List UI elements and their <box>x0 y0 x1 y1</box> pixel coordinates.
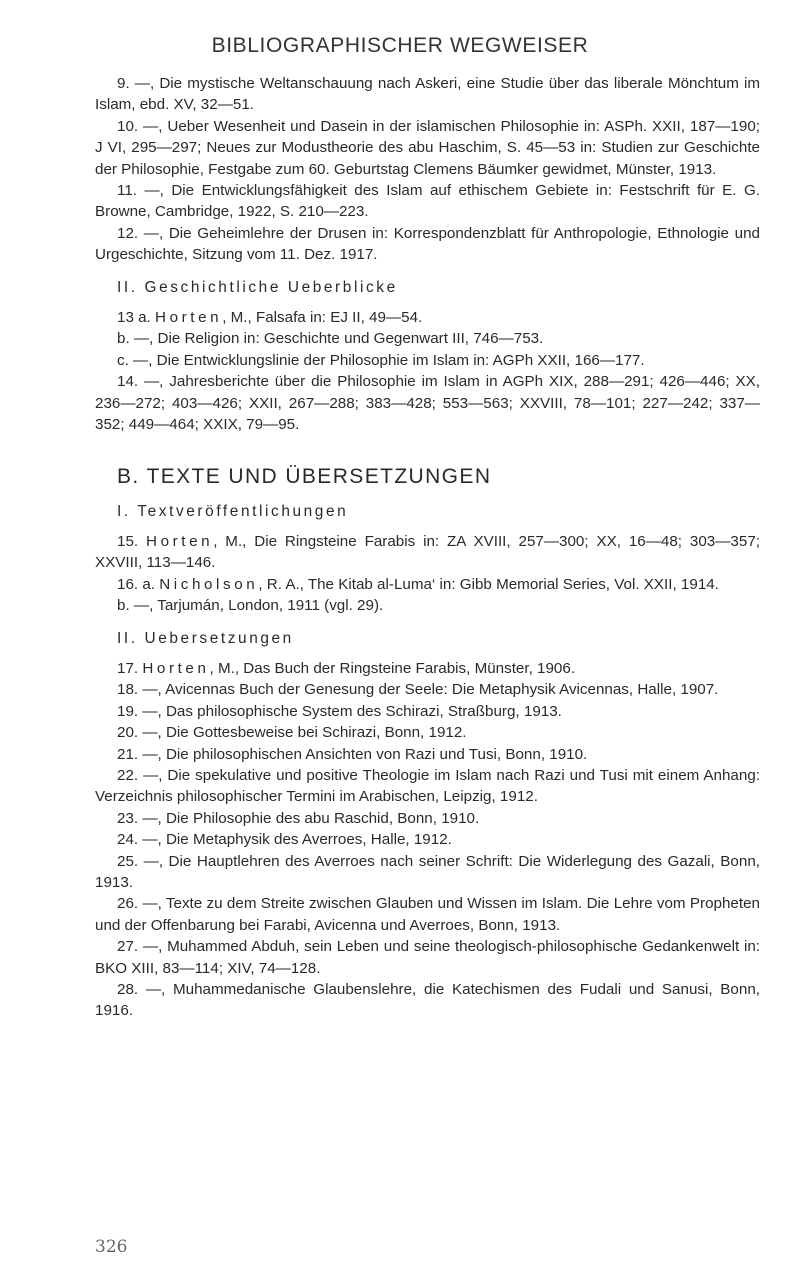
entry-text: , M., Falsafa in: EJ II, 49—54. <box>222 309 423 327</box>
bib-entry: 11. —, Die Entwicklungsfähigkeit des Islam auf ethischem Gebiete in: Festschrift für E. G. Browne, Cambridge, 1922, S. 210—223. <box>95 182 760 221</box>
bib-entry: 10. —, Ueber Wesenheit und Dasein in der islamischen Philosophie in: ASPh. XXII, 187—190; J VI, 295—297; Neues zur Modustheorie des abu Haschim, S. 45—53 in: Studien zur Geschichte der Philosophie, Festgabe zum 60. Geburtstag Clemens Bäumker gewidmet, Münster, 1913. <box>95 117 760 178</box>
running-head: BIBLIOGRAPHISCHER WEGWEISER <box>211 34 589 57</box>
bib-entry: 22. —, Die spekulative und positive Theologie im Islam nach Razi und Tusi mit einem Anhang: Verzeichnis philosophischer Termini im Arabischen, Leipzig, 1912. <box>95 766 760 806</box>
entry-text: , R. A., The Kitab al-Luma‘ in: Gibb Memorial Series, Vol. XXII, 1914. <box>258 575 719 593</box>
bib-entry: 12. —, Die Geheimlehre der Drusen in: Korrespondenzblatt für Anthropologie, Ethnologie und Urgeschichte, Sitzung vom 11. Dez. 1917. <box>95 224 760 264</box>
author-name: Nicholson <box>159 575 259 593</box>
bib-entry: c. —, Die Entwicklungslinie der Philosophie im Islam in: AGPh XXII, 166—177. <box>117 351 645 369</box>
subsection-heading: II. Uebersetzungen <box>117 629 294 647</box>
page-number: 326 <box>95 1237 128 1257</box>
bib-entry: 28. —, Muhammedanische Glaubenslehre, die Katechismen des Fudali und Sanusi, Bonn, 1916. <box>95 981 760 1020</box>
author-name: Horten <box>146 532 214 550</box>
bib-entry <box>95 307 760 328</box>
entry-text: , M., Das Buch der Ringsteine Farabis, Münster, 1906. <box>209 659 576 677</box>
entry-number: 13 a. <box>117 309 155 327</box>
bib-entry <box>95 531 760 574</box>
section-heading: B. TEXTE UND ÜBERSETZUNGEN <box>117 464 492 488</box>
bib-entry: 18. —, Avicennas Buch der Genesung der Seele: Die Metaphysik Avicennas, Halle, 1907. <box>117 681 719 699</box>
bib-entry: 20. —, Die Gottesbeweise bei Schirazi, Bonn, 1912. <box>117 724 467 742</box>
entry-number: 17. <box>117 659 143 677</box>
bib-entry: 26. —, Texte zu dem Streite zwischen Glauben und Wissen im Islam. Die Lehre vom Propheten und der Offenbarung bei Farabi, Avicenna und Averroes, Bonn, 1913. <box>95 895 760 934</box>
bib-entry: 14. —, Jahresberichte über die Philosophie im Islam in AGPh XIX, 288—291; 426—446; XX, 236—272; 403—426; XXII, 267—288; 383—428; 553—563; XXVIII, 78—101; 227—242; 337—352; 449—464; XXIX, 79—95. <box>95 373 760 434</box>
subsection-heading: II. Geschichtliche Ueberblicke <box>117 278 398 296</box>
bib-entry <box>95 574 760 595</box>
entry-number: 15. <box>117 532 146 550</box>
bib-entry: 21. —, Die philosophischen Ansichten von Razi und Tusi, Bonn, 1910. <box>117 745 588 763</box>
bib-entry: b. —, Tarjumán, London, 1911 (vgl. 29). <box>117 597 384 615</box>
bib-entry: b. —, Die Religion in: Geschichte und Gegenwart III, 746—753. <box>117 330 544 348</box>
subsection-heading: I. Textveröffentlichungen <box>117 502 349 520</box>
bib-entry: 24. —, Die Metaphysik des Averroes, Halle, 1912. <box>117 831 452 849</box>
bib-entry: 25. —, Die Hauptlehren des Averroes nach seiner Schrift: Die Widerlegung des Gazali, Bonn, 1913. <box>95 852 760 891</box>
bib-entry: 9. —, Die mystische Weltanschauung nach Askeri, eine Studie über das liberale Mönchtum im Islam, ebd. XV, 32—51. <box>95 75 760 114</box>
bib-entry: 27. —, Muhammed Abduh, sein Leben und seine theologisch-philosophische Gedankenwelt in: BKO XIII, 83—114; XIV, 74—128. <box>95 938 760 977</box>
entry-number: 16. a. <box>117 575 160 593</box>
entry-text: , M., Die Ringsteine Farabis in: ZA XVIII, 257—300; XX, 16—48; 303—357; XXVIII, 113—146. <box>95 532 760 572</box>
author-name: Horten <box>155 309 223 327</box>
bib-entry: 19. —, Das philosophische System des Schirazi, Straßburg, 1913. <box>117 702 562 720</box>
bib-entry <box>95 658 760 679</box>
bib-entry: 23. —, Die Philosophie des abu Raschid, Bonn, 1910. <box>117 809 480 827</box>
bibliography-body <box>95 73 760 1022</box>
author-name: Horten <box>142 659 210 677</box>
